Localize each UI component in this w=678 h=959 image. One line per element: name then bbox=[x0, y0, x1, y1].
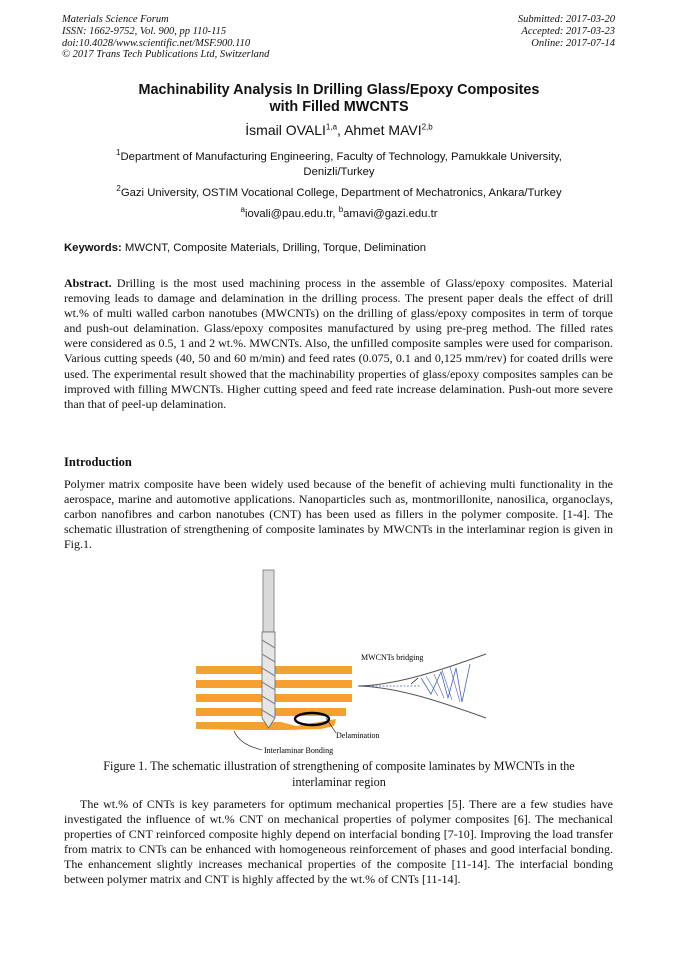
journal-header-right bbox=[518, 14, 615, 49]
abstract-label: Abstract. bbox=[64, 276, 112, 290]
affiliation-2-marker: 2 bbox=[116, 184, 121, 194]
email-b-marker: b bbox=[338, 205, 344, 215]
interlaminar-pointer bbox=[234, 731, 262, 750]
email-a[interactable]: iovali@pau.edu.tr, bbox=[244, 208, 339, 220]
nanotube-fibers bbox=[421, 664, 470, 702]
figure-1-caption bbox=[60, 758, 618, 790]
keywords bbox=[64, 242, 624, 254]
journal-copyright: © 2017 Trans Tech Publications Ltd, Switzerland bbox=[62, 49, 270, 61]
keywords-label: Keywords: bbox=[64, 242, 122, 254]
author-1: İsmail OVALI bbox=[245, 122, 326, 138]
email-line bbox=[80, 207, 598, 222]
journal-issn: ISSN: 1662-9752, Vol. 900, pp 110-115 bbox=[62, 25, 227, 37]
introduction-paragraph-2 bbox=[64, 797, 613, 888]
author-2-affil: 2,b bbox=[421, 122, 433, 132]
introduction-paragraph-2-text: The wt.% of CNTs is key parameters for optimum mechanical properties [5]. There are a few studies have investigated the influence of wt.% CNT on mechanical properties of polymer composites [6]. The mechanical properties of CNT reinforced composite highly depend on interfacial bonding [7-10]. Improving the load transfer from matrix to CNTs can be enhanced with homogeneous reinforcement of phases and good interfacial bonding. The enhancement slightly increases mechanical properties of the composite [11-14]. The interfacial bonding between polymer matrix and CNT is highly affected by the wt.% of CNTs [11-14]. bbox=[64, 797, 613, 887]
journal-doi: doi:10.4028/www.scientific.net/MSF.900.110 bbox=[62, 37, 251, 49]
author-list bbox=[60, 122, 618, 138]
affiliation-1-line-1: Department of Manufacturing Engineering, Faculty of Technology, Pamukkale University, bbox=[120, 151, 562, 163]
author-separator: , bbox=[337, 122, 345, 138]
bridging-pointer bbox=[411, 678, 418, 684]
keywords-text: MWCNT, Composite Materials, Drilling, Torque, Delimination bbox=[121, 242, 427, 254]
affiliation-2-text: Gazi University, OSTIM Vocational College, Department of Mechatronics, Ankara/Turkey bbox=[120, 187, 562, 199]
affiliation-1-line-2: Denizli/Turkey bbox=[303, 166, 375, 178]
abstract bbox=[64, 276, 613, 412]
author-1-affil: 1,a bbox=[325, 122, 338, 132]
email-b[interactable]: amavi@gazi.edu.tr bbox=[343, 208, 438, 220]
introduction-heading: Introduction bbox=[64, 455, 132, 469]
submitted-date: Submitted: 2017-03-20 bbox=[517, 14, 615, 25]
paper-title bbox=[60, 82, 618, 116]
figure-1-schematic bbox=[186, 568, 606, 760]
drill-bit bbox=[262, 570, 275, 728]
affiliation-1 bbox=[80, 150, 598, 180]
email-a-marker: a bbox=[240, 205, 245, 215]
online-date: Online: 2017-07-14 bbox=[531, 37, 615, 49]
drill-shank bbox=[263, 570, 274, 632]
introduction-paragraph-1: Polymer matrix composite have been widely used because of the benefit of achieving multi functionality in the aerospace, marine and automotive applications. Nanoparticles such as, montmorillonite, nanosilica, organoclays, carbon nanofibres and carbon nanotubes (CNT) has been used as fillers in the polymer composite. [1-4]. The schematic illustration of strengthening of composite laminates by MWCNTs in the interlaminar region is given in Fig.1. bbox=[64, 477, 613, 552]
journal-header-left bbox=[62, 14, 269, 61]
mwcnt-bridging-detail bbox=[358, 654, 486, 718]
title-line-2: with Filled MWCNTS bbox=[269, 99, 409, 115]
label-delamination: Delamination bbox=[336, 731, 380, 740]
journal-name: Materials Science Forum bbox=[62, 14, 169, 25]
affiliation-1-marker: 1 bbox=[116, 148, 121, 158]
label-interlaminar-bonding: Interlaminar Bonding bbox=[264, 746, 334, 755]
title-line-1: Machinability Analysis In Drilling Glass/Epoxy Composites bbox=[138, 82, 540, 98]
accepted-date: Accepted: 2017-03-23 bbox=[521, 25, 615, 37]
abstract-text: Drilling is the most used machining process in the assemble of Glass/epoxy composites. Material removing leads to damage and delamination in the drilling process. The present paper deals the effect of drill wt.% of multi walled carbon nanotubes (MWCNTs) on the drilling of glass/epoxy composites in term of torque and push-out delamination. Glass/epoxy composites manufactured by using pre-preg method. The filled rates were considered as 0.5, 1 and 2 wt.%. MWCNTs. Also, the unfilled composite samples were used for comparison. Various cutting speeds (40, 50 and 60 m/min) and feed rates (0.075, 0.1 and 0,125 mm/rev) for coated drills were used. The experimental result showed that the machinability properties of glass/epoxy composites samples can be improved with filling MWCNTs. Higher cutting speed and feed rate increase delamination. Push-out more severe than that of peel-up delamination. bbox=[64, 276, 613, 411]
label-mwcnt-bridging: MWCNTs bridging bbox=[361, 653, 424, 662]
caption-line-1: Figure 1. The schematic illustration of strengthening of composite laminates by MWCNTs in the bbox=[103, 759, 575, 773]
author-2: Ahmet MAVI bbox=[344, 122, 422, 138]
affiliation-2 bbox=[80, 186, 598, 201]
caption-line-2: interlaminar region bbox=[292, 775, 386, 789]
